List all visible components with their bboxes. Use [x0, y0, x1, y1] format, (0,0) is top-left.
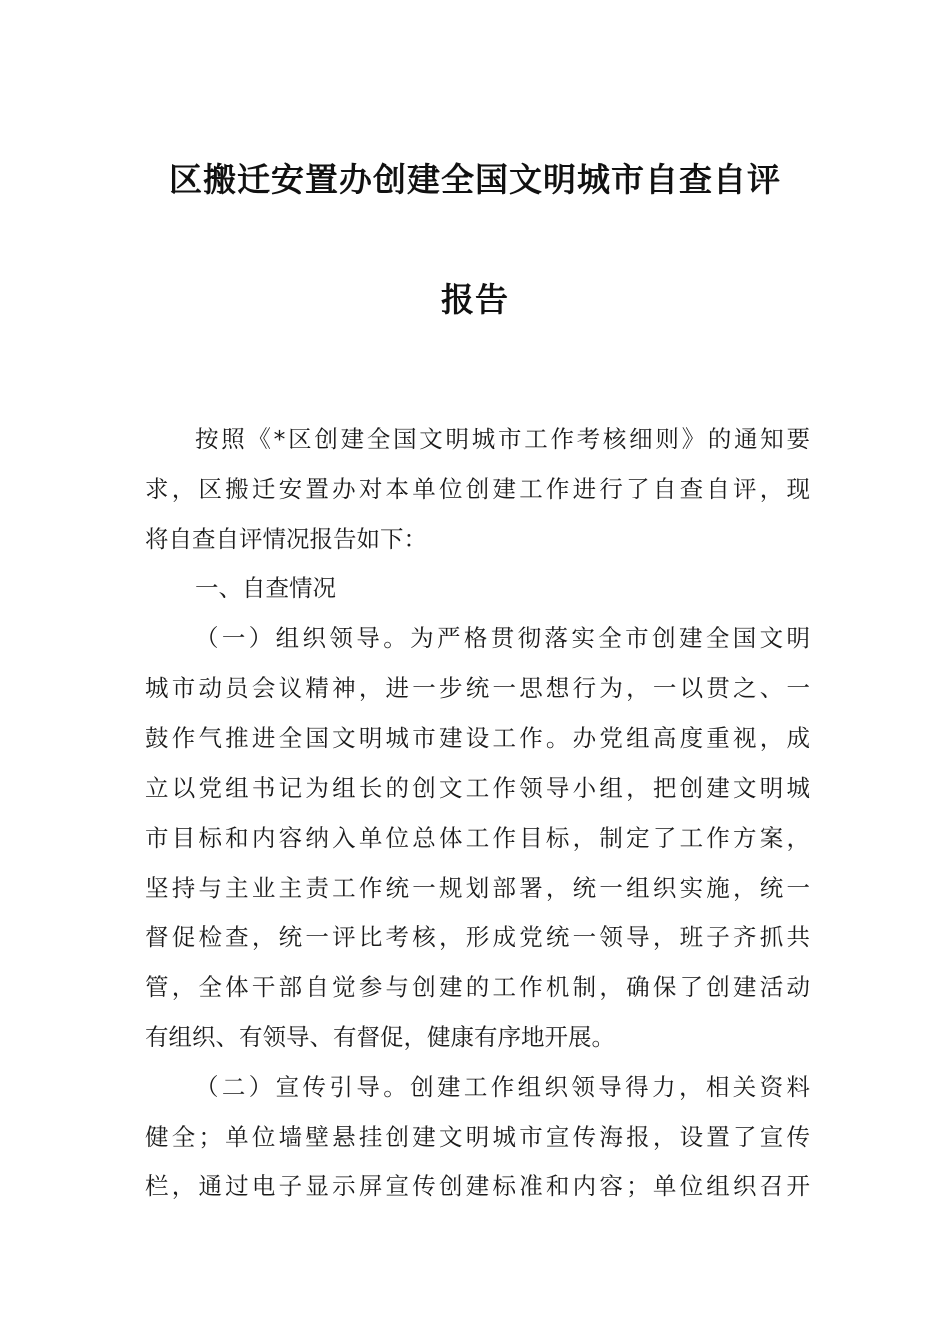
paragraph-organization-line-3: 鼓作气推进全国文明城市建设工作。办党组高度重视，成 — [145, 724, 810, 752]
paragraph-organization-line-5: 市目标和内容纳入单位总体工作目标，制定了工作方案， — [145, 824, 810, 852]
paragraph-publicity-line-2: 健全；单位墙壁悬挂创建文明城市宣传海报，设置了宣传 — [145, 1123, 810, 1151]
paragraph-intro-line-2: 求，区搬迁安置办对本单位创建工作进行了自查自评，现 — [145, 475, 810, 503]
paragraph-organization-line-8: 管，全体干部自觉参与创建的工作机制，确保了创建活动 — [145, 973, 810, 1001]
paragraph-organization-line-6: 坚持与主业主责工作统一规划部署，统一组织实施，统一 — [145, 874, 810, 902]
section-heading-1: 一、自查情况 — [195, 574, 336, 602]
paragraph-intro-line-3: 将自查自评情况报告如下： — [145, 525, 427, 553]
paragraph-publicity-line-3: 栏，通过电子显示屏宣传创建标准和内容；单位组织召开 — [145, 1172, 810, 1200]
paragraph-organization-line-4: 立以党组书记为组长的创文工作领导小组，把创建文明城 — [145, 774, 810, 802]
paragraph-organization-line-9: 有组织、有领导、有督促，健康有序地开展。 — [145, 1023, 615, 1051]
paragraph-organization-line-7: 督促检查，统一评比考核，形成党统一领导，班子齐抓共 — [145, 923, 810, 951]
paragraph-intro-line-1: 按照《*区创建全国文明城市工作考核细则》的通知要 — [195, 425, 810, 453]
document-title-line-2: 报告 — [441, 280, 509, 319]
paragraph-organization-line-1: （一）组织领导。为严格贯彻落实全市创建全国文明 — [195, 624, 810, 652]
paragraph-organization-line-2: 城市动员会议精神，进一步统一思想行为，一以贯之、一 — [145, 674, 810, 702]
paragraph-publicity-line-1: （二）宣传引导。创建工作组织领导得力，相关资料 — [195, 1073, 810, 1101]
document-title-line-1: 区搬迁安置办创建全国文明城市自查自评 — [169, 160, 781, 199]
